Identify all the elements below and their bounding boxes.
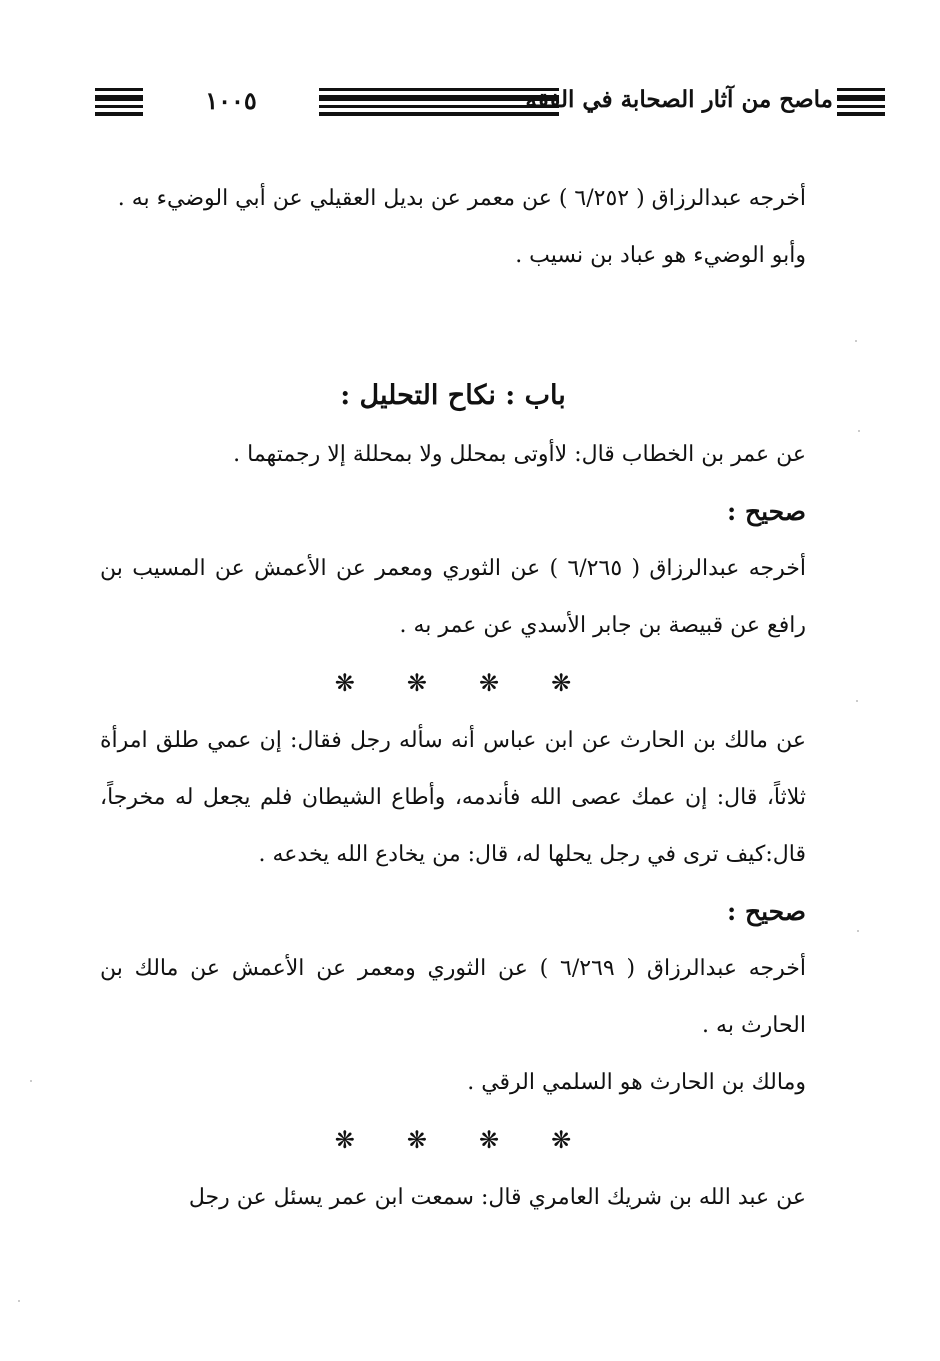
scan-speck	[18, 1300, 20, 1302]
scan-speck	[30, 1080, 32, 1082]
header-rule-middle	[319, 88, 559, 118]
paragraph-athar-1: عن عمر بن الخطاب قال: لاأوتى بمحلل ولا بمحللة إلا رجمتهما .	[233, 442, 806, 467]
scan-speck	[856, 700, 858, 702]
chapter-heading: باب : نكاح التحليل :	[340, 380, 566, 411]
paragraph-source-2: أخرجه عبدالرزاق ( ٦/٢٦٥ ) عن الثوري ومعمر عن الأعمش عن المسيب بن رافع عن قبيصة بن جابر الأسدي عن عمر به .	[100, 556, 806, 638]
paragraph-source-1: أخرجه عبدالرزاق ( ٦/٢٥٢ ) عن معمر عن بديل العقيلي عن أبي الوضيء به .	[117, 186, 806, 211]
ornament-icon: ❋	[479, 669, 500, 697]
header-rule-left	[95, 88, 143, 118]
grading-label-2: صحيح :	[727, 897, 806, 926]
page-number: ١٠٠٥	[205, 86, 257, 115]
ornament-icon: ❋	[334, 1126, 355, 1154]
ornament-icon: ❋	[406, 1126, 427, 1154]
section-separator-2	[100, 1111, 806, 1169]
ornament-icon: ❋	[551, 1126, 572, 1154]
paragraph-athar-3: عن عبد الله بن شريك العامري قال: سمعت ابن عمر يسئل عن رجل	[188, 1185, 806, 1210]
paragraph-note-2: ومالك بن الحارث هو السلمي الرقي .	[467, 1070, 806, 1095]
scan-speck	[857, 930, 859, 932]
ornament-icon: ❋	[406, 669, 427, 697]
ornament-icon: ❋	[334, 669, 355, 697]
page-header	[95, 84, 865, 124]
running-title: ماصح من آثار الصحابة في الفقه	[525, 86, 833, 113]
scan-speck	[855, 340, 857, 342]
header-rule-right	[837, 88, 885, 118]
paragraph-athar-2: عن مالك بن الحارث عن ابن عباس أنه سأله رجل فقال: إن عمي طلق امرأة ثلاثاً، قال: إن عمك عصى الله فأندمه، وأطاع الشيطان فلم يجعل له مخرجاً، قال:كيف ترى في رجل يحلها له، قال: من يخادع الله يخدعه .	[100, 728, 806, 867]
grading-label-1: صحيح :	[727, 497, 806, 526]
scan-speck	[858, 430, 860, 432]
page-body	[100, 170, 806, 1226]
section-separator-1	[100, 654, 806, 712]
ornament-icon: ❋	[551, 669, 572, 697]
paragraph-note-1: وأبو الوضيء هو عباد بن نسيب .	[515, 243, 806, 268]
paragraph-source-3: أخرجه عبدالرزاق ( ٦/٢٦٩ ) عن الثوري ومعمر عن الأعمش عن مالك بن الحارث به .	[100, 956, 806, 1038]
ornament-icon: ❋	[479, 1126, 500, 1154]
